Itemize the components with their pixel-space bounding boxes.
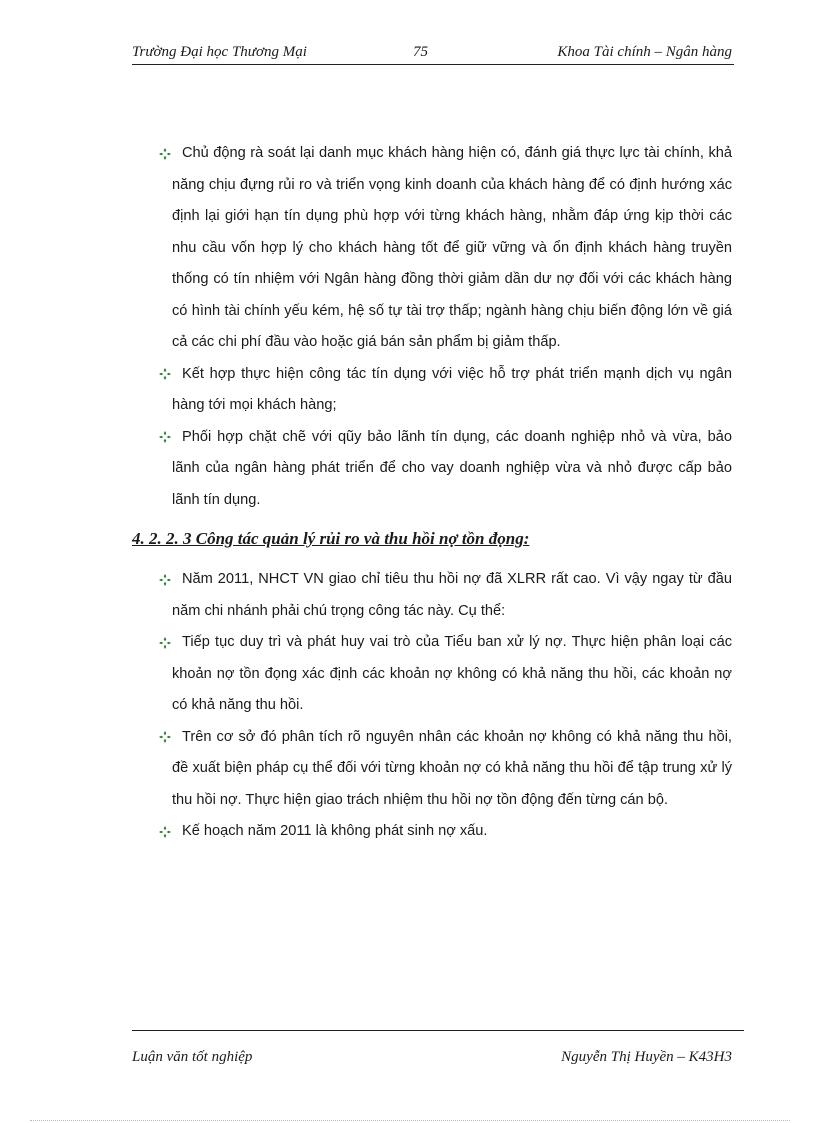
bullet-text: Kế hoạch năm 2011 là không phát sinh nợ xấu. <box>182 823 488 839</box>
bullet-item <box>158 564 732 627</box>
bullet-text: Kết hợp thực hiện công tác tín dụng với việc hỗ trợ phát triển mạnh dịch vụ ngân hàng tới mọi khách hàng; <box>172 365 732 413</box>
footer-divider <box>132 1030 744 1031</box>
header-school-name: Trường Đại học Thương Mại <box>132 44 307 60</box>
document-body <box>132 138 732 848</box>
four-diamond-bullet-icon <box>158 722 172 753</box>
page-number: 75 <box>413 44 428 60</box>
bullet-item <box>158 722 732 817</box>
footer-author: Nguyễn Thị Huyền – K43H3 <box>561 1049 732 1065</box>
bullet-text: Chủ động rà soát lại danh mục khách hàng hiện có, đánh giá thực lực tài chính, khả năng chịu đựng rủi ro và triển vọng kinh doanh của khách hàng để có định hướng xác định lại giới hạn tín dụng phù hợp với từng khách hàng, nhằm đáp ứng kịp thời các nhu cầu vốn hợp lý cho khách hàng tốt để giữ vững và ổn định khách hàng truyền thống có tín nhiệm với Ngân hàng đồng thời giảm dần dư nợ đối với các khách hàng có hình tài chính yếu kém, hệ số tự tài trợ thấp; ngành hàng chịu biến động lớn về giá cả các chi phí đầu vào hoặc giá bán sản phẩm bị giảm thấp. <box>172 145 732 350</box>
bullet-list-top <box>158 138 732 516</box>
bullet-item <box>158 138 732 359</box>
bullet-text: Tiếp tục duy trì và phát huy vai trò của Tiểu ban xử lý nợ. Thực hiện phân loại các khoản nợ tồn đọng xác định các khoản nợ không có khả năng thu hồi, các khoản nợ có khả năng thu hồi. <box>172 634 732 713</box>
bullet-text: Phối hợp chặt chẽ với qũy bảo lãnh tín dụng, các doanh nghiệp nhỏ và vừa, bảo lãnh của ngân hàng phát triển để cho vay doanh nghiệp vừa và nhỏ được cấp bảo lãnh tín dụng. <box>172 428 732 508</box>
four-diamond-bullet-icon <box>158 138 172 169</box>
bullet-item <box>158 359 732 422</box>
header-divider <box>132 64 734 65</box>
footer-thesis-label: Luận văn tốt nghiệp <box>132 1049 253 1065</box>
bullet-item <box>158 422 732 517</box>
bullet-item <box>158 816 732 848</box>
header-faculty-name: Khoa Tài chính – Ngân hàng <box>557 44 732 60</box>
section-heading: 4. 2. 2. 3 Công tác quản lý rủi ro và thu hồi nợ tồn đọng: <box>132 529 530 548</box>
four-diamond-bullet-icon <box>158 816 172 847</box>
page-edge <box>30 1120 790 1121</box>
bullet-list-bottom <box>158 564 732 848</box>
page-footer <box>132 1046 744 1068</box>
four-diamond-bullet-icon <box>158 359 172 390</box>
four-diamond-bullet-icon <box>158 422 172 453</box>
four-diamond-bullet-icon <box>158 564 172 595</box>
page-header <box>132 42 732 62</box>
bullet-item <box>158 627 732 722</box>
four-diamond-bullet-icon <box>158 627 172 658</box>
bullet-text: Trên cơ sở đó phân tích rõ nguyên nhân các khoản nợ không có khả năng thu hồi, đề xuất biện pháp cụ thể đối với từng khoản nợ có khả năng thu hồi để tập trung xử lý thu hồi nợ. Thực hiện giao trách nhiệm thu hồi nợ tồn động đến từng cán bộ. <box>172 728 732 808</box>
bullet-text: Năm 2011, NHCT VN giao chỉ tiêu thu hồi nợ đã XLRR rất cao. Vì vậy ngay từ đầu năm chi nhánh phải chú trọng công tác này. Cụ thể: <box>172 571 732 619</box>
